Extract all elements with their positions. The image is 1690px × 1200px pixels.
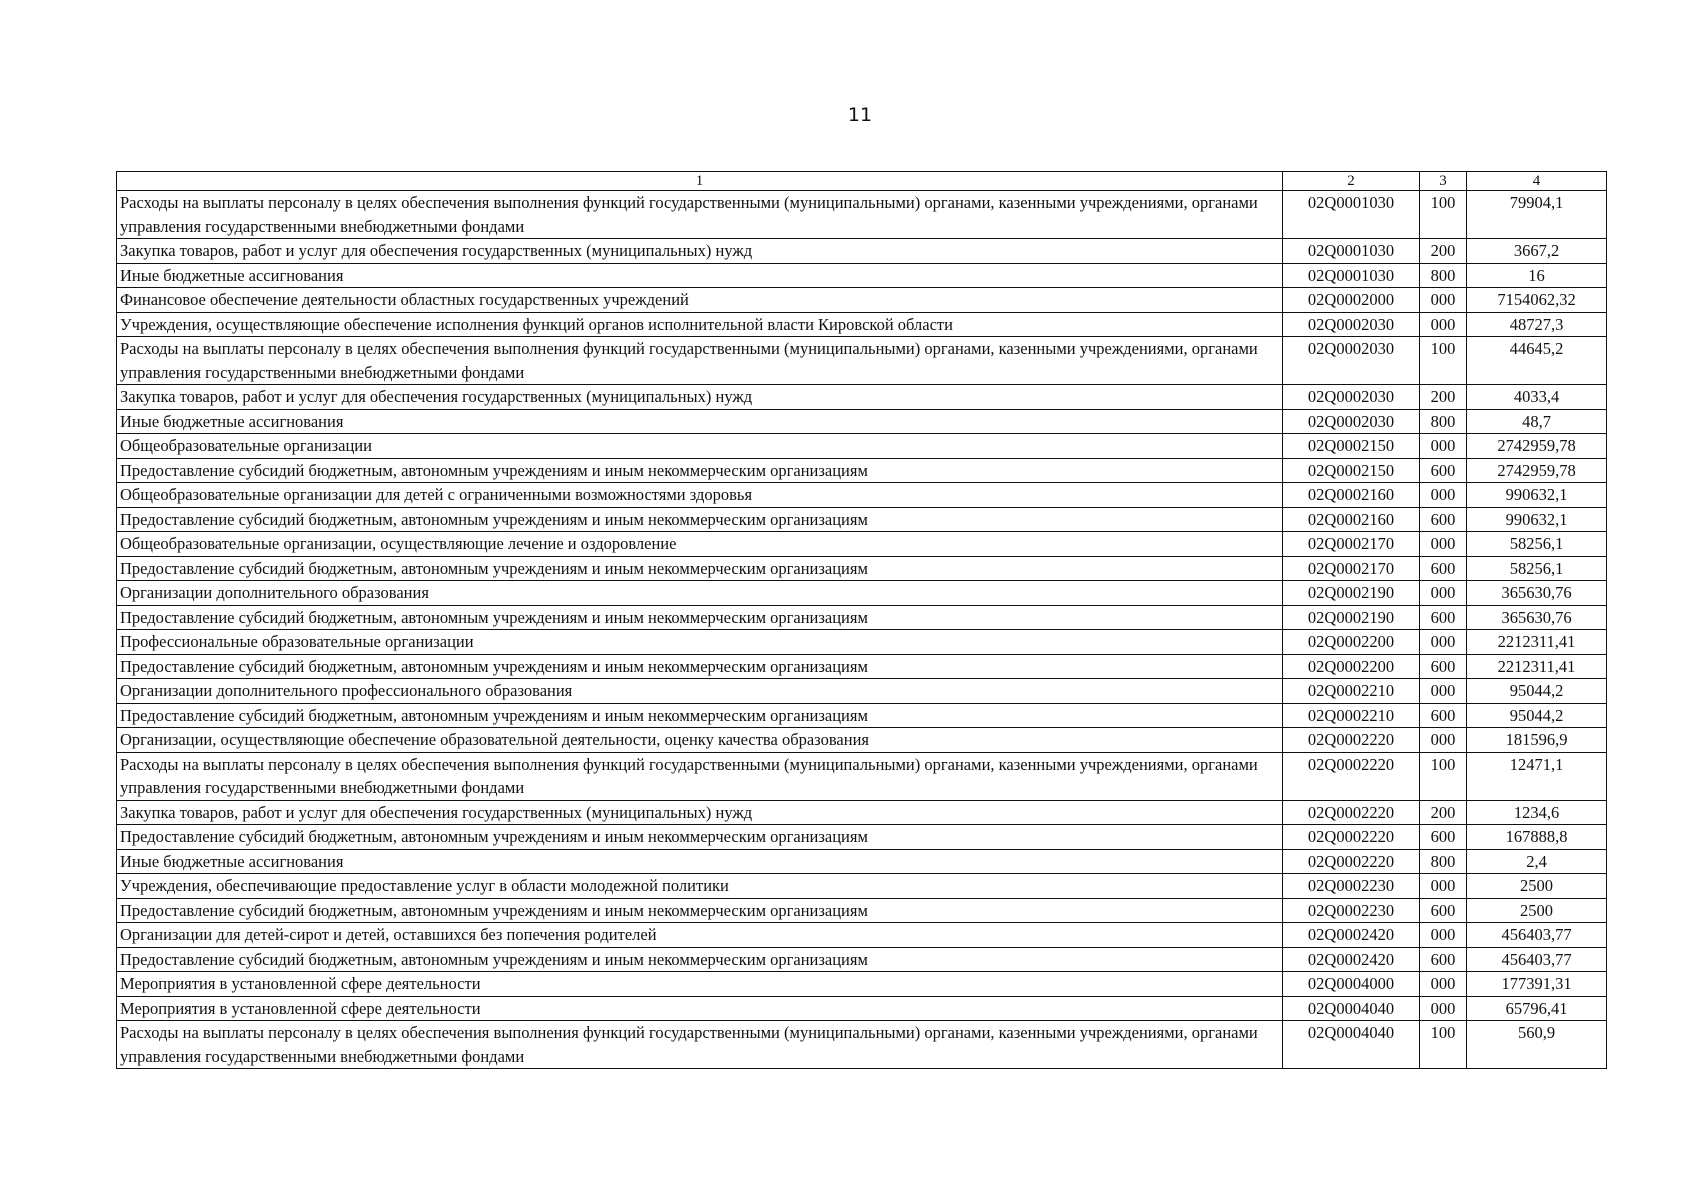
row-amount: 65796,41	[1467, 996, 1607, 1021]
row-expense-type: 800	[1420, 263, 1467, 288]
header-row	[117, 172, 1607, 191]
row-description: Предоставление субсидий бюджетным, автономным учреждениям и иным некоммерческим организациям	[117, 556, 1283, 581]
page-number: 11	[847, 104, 873, 126]
row-description: Организации для детей-сирот и детей, оставшихся без попечения родителей	[117, 923, 1283, 948]
row-description: Иные бюджетные ассигнования	[117, 263, 1283, 288]
row-description: Расходы на выплаты персоналу в целях обеспечения выполнения функций государственными (муниципальными) органами, казенными учреждениями, органами управления государственными внебюджетными фондами	[117, 337, 1283, 385]
row-description: Предоставление субсидий бюджетным, автономным учреждениям и иным некоммерческим организациям	[117, 458, 1283, 483]
row-amount: 456403,77	[1467, 947, 1607, 972]
row-amount: 2212311,41	[1467, 630, 1607, 655]
table-row	[117, 263, 1607, 288]
row-target-code: 02Q0004000	[1283, 972, 1420, 997]
row-expense-type: 200	[1420, 239, 1467, 264]
row-description: Учреждения, осуществляющие обеспечение исполнения функций органов исполнительной власти Кировской области	[117, 312, 1283, 337]
row-target-code: 02Q0002420	[1283, 947, 1420, 972]
row-amount: 177391,31	[1467, 972, 1607, 997]
row-description: Расходы на выплаты персоналу в целях обеспечения выполнения функций государственными (муниципальными) органами, казенными учреждениями, органами управления государственными внебюджетными фондами	[117, 191, 1283, 239]
table-row	[117, 800, 1607, 825]
table-row	[117, 532, 1607, 557]
row-expense-type: 000	[1420, 532, 1467, 557]
table-row	[117, 191, 1607, 239]
row-target-code: 02Q0002420	[1283, 923, 1420, 948]
row-target-code: 02Q0004040	[1283, 996, 1420, 1021]
row-amount: 2500	[1467, 874, 1607, 899]
row-expense-type: 000	[1420, 288, 1467, 313]
row-description: Предоставление субсидий бюджетным, автономным учреждениям и иным некоммерческим организациям	[117, 507, 1283, 532]
row-amount: 2,4	[1467, 849, 1607, 874]
row-description: Иные бюджетные ассигнования	[117, 849, 1283, 874]
row-target-code: 02Q0002210	[1283, 703, 1420, 728]
table-row	[117, 874, 1607, 899]
row-description: Предоставление субсидий бюджетным, автономным учреждениям и иным некоммерческим организациям	[117, 605, 1283, 630]
table-row	[117, 385, 1607, 410]
row-description: Закупка товаров, работ и услуг для обеспечения государственных (муниципальных) нужд	[117, 800, 1283, 825]
row-expense-type: 100	[1420, 752, 1467, 800]
row-expense-type: 600	[1420, 825, 1467, 850]
row-amount: 58256,1	[1467, 532, 1607, 557]
table-body	[117, 191, 1607, 1069]
row-target-code: 02Q0002030	[1283, 409, 1420, 434]
row-expense-type: 100	[1420, 191, 1467, 239]
table-row	[117, 605, 1607, 630]
row-target-code: 02Q0002030	[1283, 337, 1420, 385]
table-row	[117, 972, 1607, 997]
row-amount: 3667,2	[1467, 239, 1607, 264]
table-row	[117, 434, 1607, 459]
row-amount: 365630,76	[1467, 581, 1607, 606]
table-row	[117, 1021, 1607, 1069]
table-row	[117, 825, 1607, 850]
row-expense-type: 800	[1420, 409, 1467, 434]
row-amount: 48,7	[1467, 409, 1607, 434]
table-row	[117, 996, 1607, 1021]
table-row	[117, 556, 1607, 581]
row-amount: 7154062,32	[1467, 288, 1607, 313]
row-description: Предоставление субсидий бюджетным, автономным учреждениям и иным некоммерческим организациям	[117, 654, 1283, 679]
row-expense-type: 000	[1420, 581, 1467, 606]
row-amount: 560,9	[1467, 1021, 1607, 1069]
row-amount: 990632,1	[1467, 483, 1607, 508]
table-row	[117, 728, 1607, 753]
row-expense-type: 600	[1420, 556, 1467, 581]
row-amount: 1234,6	[1467, 800, 1607, 825]
row-target-code: 02Q0004040	[1283, 1021, 1420, 1069]
row-description: Предоставление субсидий бюджетным, автономным учреждениям и иным некоммерческим организациям	[117, 947, 1283, 972]
row-expense-type: 600	[1420, 947, 1467, 972]
row-target-code: 02Q0002150	[1283, 458, 1420, 483]
row-expense-type: 000	[1420, 996, 1467, 1021]
row-amount: 12471,1	[1467, 752, 1607, 800]
budget-table	[116, 171, 1607, 1069]
row-description: Предоставление субсидий бюджетным, автономным учреждениям и иным некоммерческим организациям	[117, 703, 1283, 728]
row-target-code: 02Q0001030	[1283, 263, 1420, 288]
row-target-code: 02Q0002190	[1283, 581, 1420, 606]
table-row	[117, 581, 1607, 606]
row-expense-type: 200	[1420, 385, 1467, 410]
row-description: Общеобразовательные организации для детей с ограниченными возможностями здоровья	[117, 483, 1283, 508]
row-amount: 167888,8	[1467, 825, 1607, 850]
row-target-code: 02Q0002160	[1283, 483, 1420, 508]
row-amount: 95044,2	[1467, 679, 1607, 704]
row-target-code: 02Q0002210	[1283, 679, 1420, 704]
row-target-code: 02Q0002000	[1283, 288, 1420, 313]
table-row	[117, 630, 1607, 655]
row-expense-type: 000	[1420, 434, 1467, 459]
row-target-code: 02Q0002150	[1283, 434, 1420, 459]
row-description: Профессиональные образовательные организации	[117, 630, 1283, 655]
row-description: Предоставление субсидий бюджетным, автономным учреждениям и иным некоммерческим организациям	[117, 898, 1283, 923]
row-amount: 2500	[1467, 898, 1607, 923]
row-amount: 990632,1	[1467, 507, 1607, 532]
row-expense-type: 800	[1420, 849, 1467, 874]
table-row	[117, 507, 1607, 532]
row-amount: 79904,1	[1467, 191, 1607, 239]
row-target-code: 02Q0002220	[1283, 800, 1420, 825]
row-target-code: 02Q0002160	[1283, 507, 1420, 532]
row-amount: 2742959,78	[1467, 458, 1607, 483]
row-description: Организации дополнительного образования	[117, 581, 1283, 606]
row-description: Организации дополнительного профессионального образования	[117, 679, 1283, 704]
table-row	[117, 849, 1607, 874]
row-target-code: 02Q0002220	[1283, 825, 1420, 850]
row-expense-type: 000	[1420, 312, 1467, 337]
row-amount: 16	[1467, 263, 1607, 288]
row-description: Закупка товаров, работ и услуг для обеспечения государственных (муниципальных) нужд	[117, 239, 1283, 264]
table-row	[117, 337, 1607, 385]
row-description: Расходы на выплаты персоналу в целях обеспечения выполнения функций государственными (муниципальными) органами, казенными учреждениями, органами управления государственными внебюджетными фондами	[117, 752, 1283, 800]
row-description: Организации, осуществляющие обеспечение образовательной деятельности, оценку качества образования	[117, 728, 1283, 753]
table-row	[117, 312, 1607, 337]
row-expense-type: 600	[1420, 898, 1467, 923]
row-expense-type: 600	[1420, 507, 1467, 532]
row-expense-type: 000	[1420, 483, 1467, 508]
table-row	[117, 923, 1607, 948]
row-description: Предоставление субсидий бюджетным, автономным учреждениям и иным некоммерческим организациям	[117, 825, 1283, 850]
row-expense-type: 100	[1420, 337, 1467, 385]
row-expense-type: 000	[1420, 630, 1467, 655]
row-amount: 95044,2	[1467, 703, 1607, 728]
row-target-code: 02Q0002170	[1283, 556, 1420, 581]
row-description: Расходы на выплаты персоналу в целях обеспечения выполнения функций государственными (муниципальными) органами, казенными учреждениями, органами управления государственными внебюджетными фондами	[117, 1021, 1283, 1069]
table-row	[117, 239, 1607, 264]
table-row	[117, 752, 1607, 800]
table-row	[117, 654, 1607, 679]
row-target-code: 02Q0002030	[1283, 312, 1420, 337]
row-description: Финансовое обеспечение деятельности областных государственных учреждений	[117, 288, 1283, 313]
row-target-code: 02Q0002200	[1283, 630, 1420, 655]
row-description: Общеобразовательные организации, осуществляющие лечение и оздоровление	[117, 532, 1283, 557]
row-amount: 2742959,78	[1467, 434, 1607, 459]
row-amount: 2212311,41	[1467, 654, 1607, 679]
row-description: Мероприятия в установленной сфере деятельности	[117, 996, 1283, 1021]
table-row	[117, 458, 1607, 483]
row-target-code: 02Q0001030	[1283, 191, 1420, 239]
column-header-4: 4	[1467, 172, 1607, 191]
row-expense-type: 000	[1420, 874, 1467, 899]
row-amount: 58256,1	[1467, 556, 1607, 581]
row-description: Закупка товаров, работ и услуг для обеспечения государственных (муниципальных) нужд	[117, 385, 1283, 410]
row-description: Общеобразовательные организации	[117, 434, 1283, 459]
row-target-code: 02Q0002220	[1283, 849, 1420, 874]
row-amount: 48727,3	[1467, 312, 1607, 337]
column-header-2: 2	[1283, 172, 1420, 191]
table-row	[117, 703, 1607, 728]
row-expense-type: 000	[1420, 972, 1467, 997]
row-description: Мероприятия в установленной сфере деятельности	[117, 972, 1283, 997]
row-target-code: 02Q0002200	[1283, 654, 1420, 679]
row-amount: 4033,4	[1467, 385, 1607, 410]
row-expense-type: 600	[1420, 703, 1467, 728]
row-target-code: 02Q0002170	[1283, 532, 1420, 557]
row-target-code: 02Q0002220	[1283, 728, 1420, 753]
table-row	[117, 679, 1607, 704]
row-amount: 365630,76	[1467, 605, 1607, 630]
row-expense-type: 100	[1420, 1021, 1467, 1069]
row-target-code: 02Q0001030	[1283, 239, 1420, 264]
row-expense-type: 600	[1420, 605, 1467, 630]
table-row	[117, 947, 1607, 972]
row-target-code: 02Q0002220	[1283, 752, 1420, 800]
row-amount: 456403,77	[1467, 923, 1607, 948]
row-expense-type: 000	[1420, 923, 1467, 948]
row-description: Иные бюджетные ассигнования	[117, 409, 1283, 434]
row-amount: 181596,9	[1467, 728, 1607, 753]
table-row	[117, 409, 1607, 434]
row-target-code: 02Q0002030	[1283, 385, 1420, 410]
row-expense-type: 600	[1420, 654, 1467, 679]
row-target-code: 02Q0002230	[1283, 898, 1420, 923]
column-header-1: 1	[117, 172, 1283, 191]
row-expense-type: 000	[1420, 728, 1467, 753]
row-expense-type: 600	[1420, 458, 1467, 483]
row-expense-type: 200	[1420, 800, 1467, 825]
row-target-code: 02Q0002190	[1283, 605, 1420, 630]
table-row	[117, 483, 1607, 508]
row-expense-type: 000	[1420, 679, 1467, 704]
table-row	[117, 898, 1607, 923]
row-amount: 44645,2	[1467, 337, 1607, 385]
row-target-code: 02Q0002230	[1283, 874, 1420, 899]
column-header-3: 3	[1420, 172, 1467, 191]
table-row	[117, 288, 1607, 313]
row-description: Учреждения, обеспечивающие предоставление услуг в области молодежной политики	[117, 874, 1283, 899]
